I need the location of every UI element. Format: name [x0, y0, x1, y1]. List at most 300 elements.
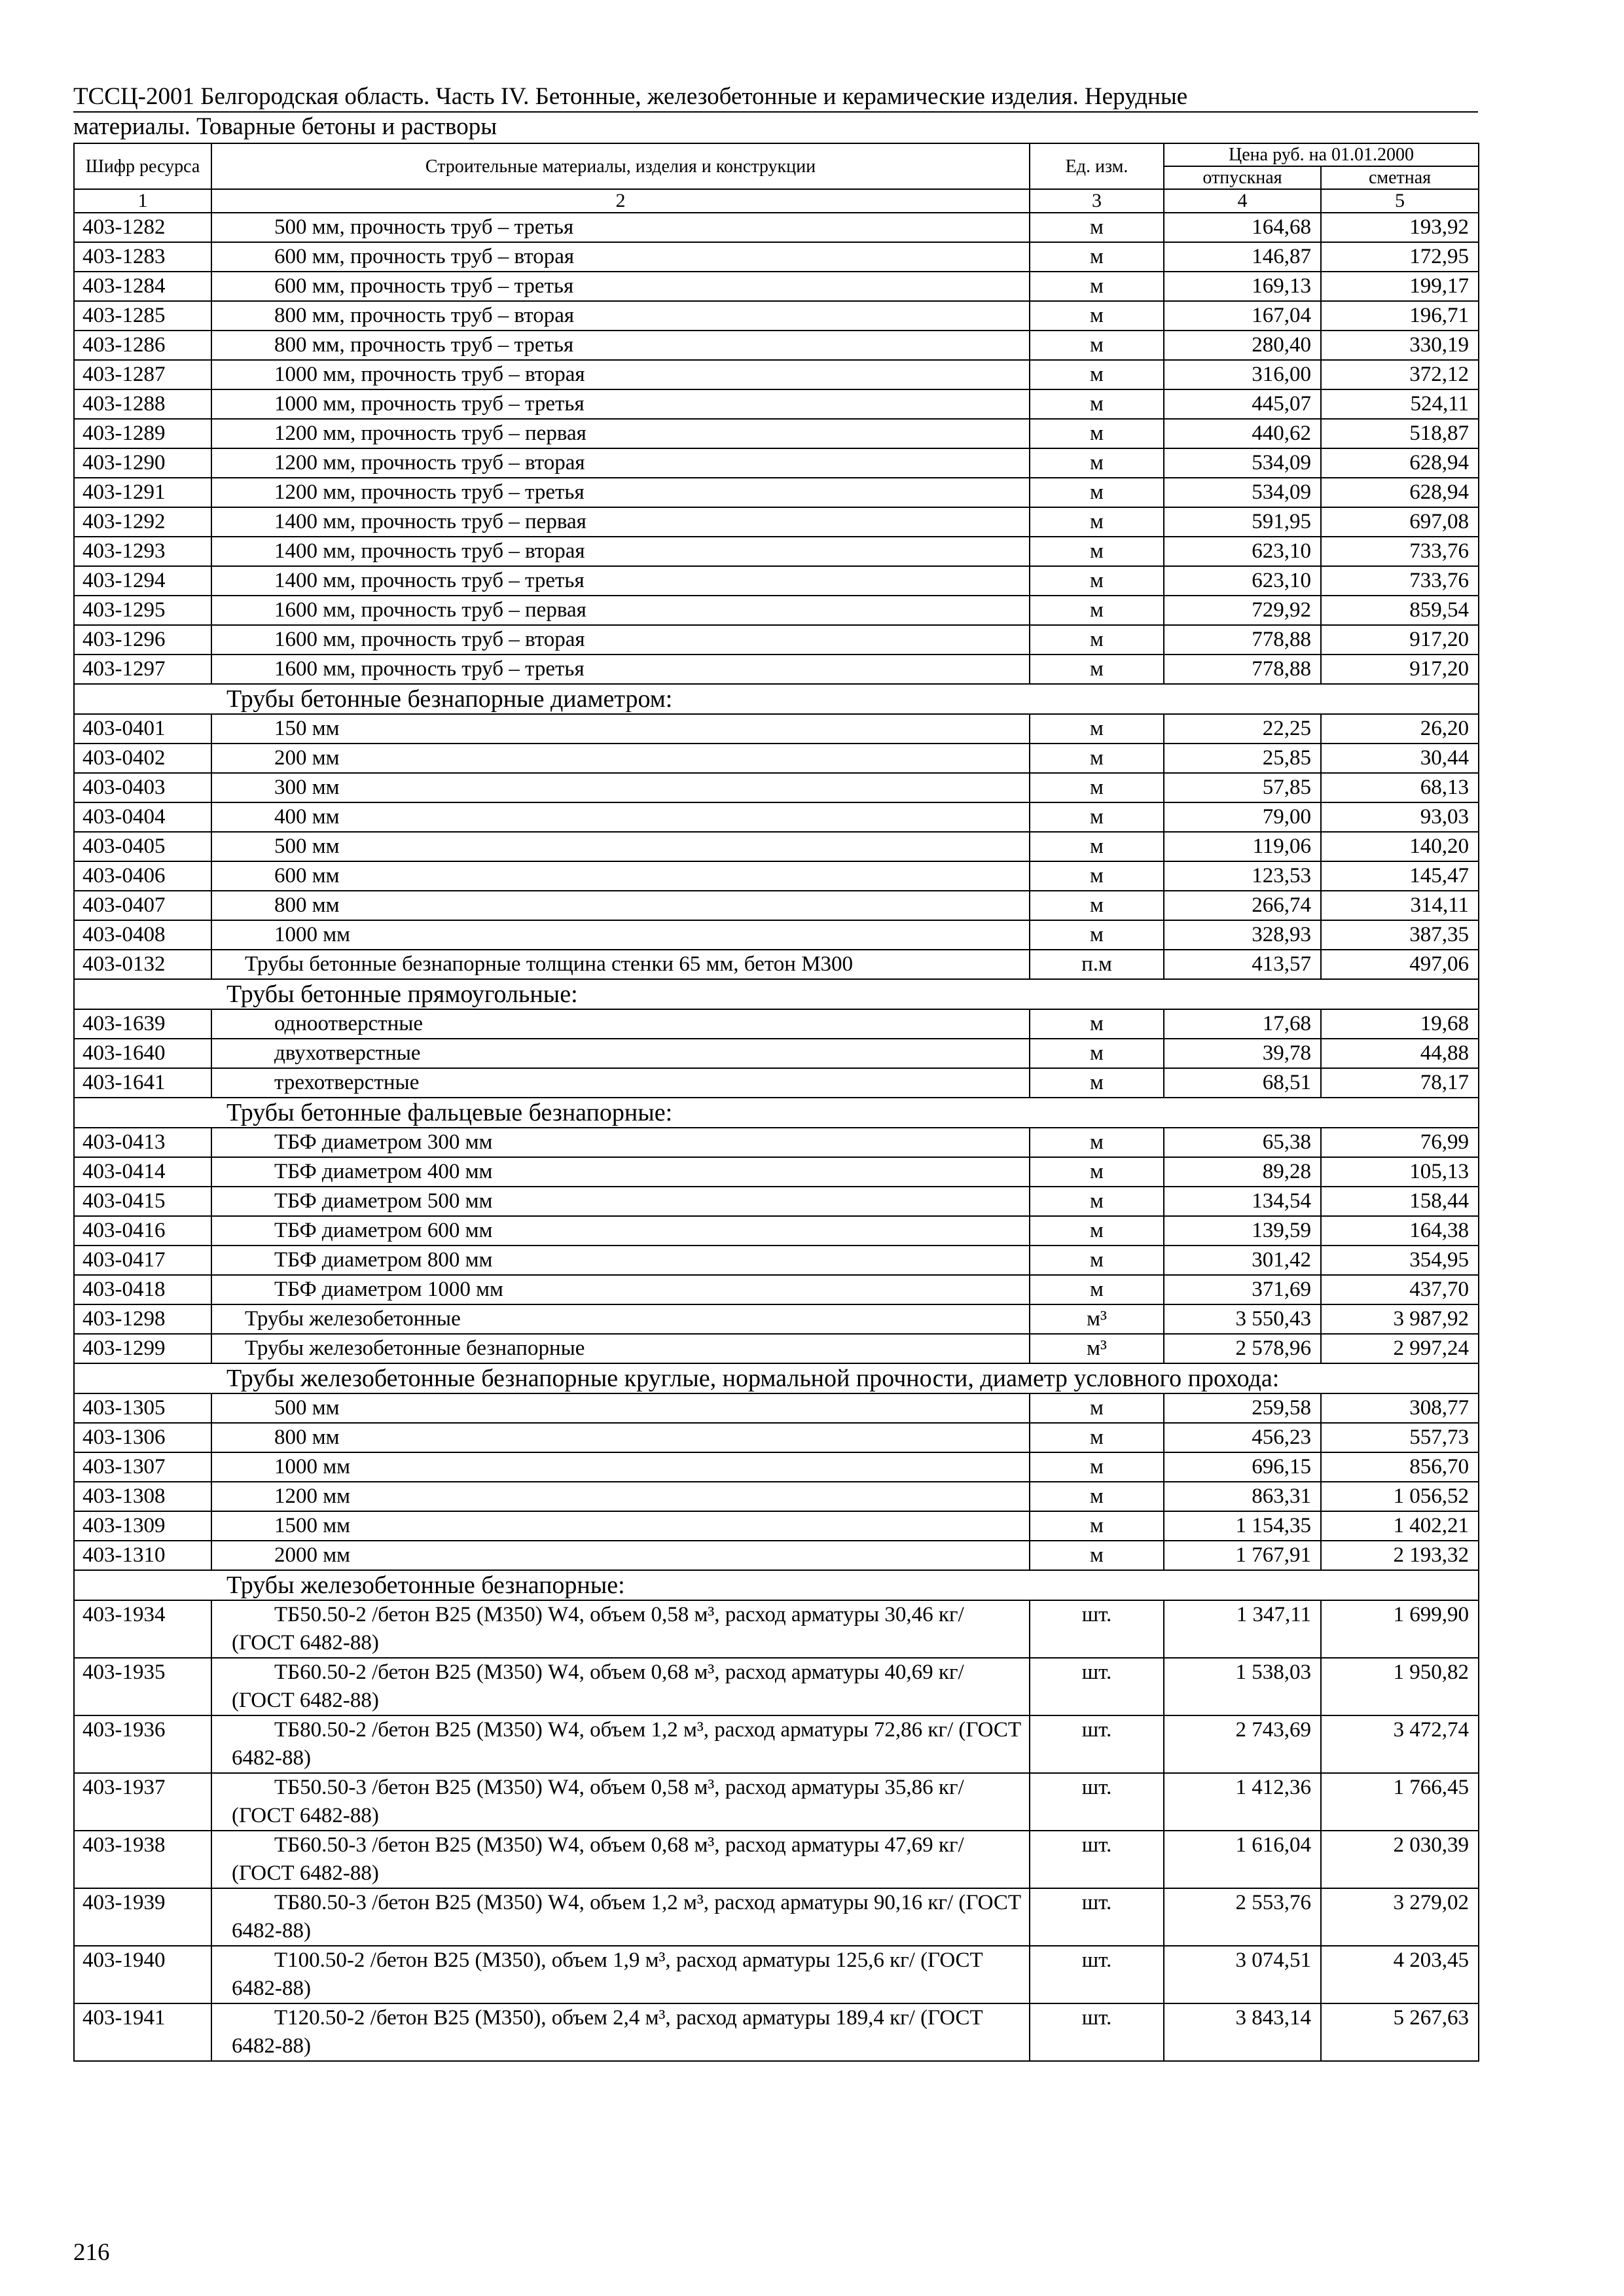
header-price: Цена руб. на 01.01.2000: [1164, 143, 1479, 166]
table-row: [74, 1393, 1479, 1423]
unit-of-measure: м: [1030, 655, 1164, 684]
estimate-price: 2 997,24: [1321, 1334, 1479, 1363]
section-heading-row: [74, 979, 1479, 1009]
table-row: [74, 242, 1479, 272]
release-price: 534,09: [1164, 478, 1321, 507]
resource-code: 403-0401: [74, 714, 211, 744]
estimate-price: 437,70: [1321, 1275, 1479, 1304]
table-row: [74, 1187, 1479, 1216]
table-row: [74, 1541, 1479, 1570]
unit-of-measure: м: [1030, 1128, 1164, 1157]
section-heading: Трубы железобетонные безнапорные круглые, нормальной прочности, диаметр условного прохода:: [74, 1363, 1479, 1393]
unit-of-measure: м: [1030, 1216, 1164, 1246]
section-heading: Трубы бетонные безнапорные диаметром:: [74, 684, 1479, 714]
estimate-price: 44,88: [1321, 1039, 1479, 1068]
column-number: 5: [1321, 189, 1479, 213]
material-name: 1600 мм, прочность труб – первая: [211, 596, 1030, 625]
table-row: [74, 1482, 1479, 1511]
release-price: 57,85: [1164, 773, 1321, 802]
unit-of-measure: м: [1030, 802, 1164, 832]
estimate-price: 193,92: [1321, 213, 1479, 242]
resource-code: 403-0415: [74, 1187, 211, 1216]
table-row: [74, 891, 1479, 920]
unit-of-measure: м: [1030, 773, 1164, 802]
table-row: [74, 1157, 1479, 1187]
unit-of-measure: шт.: [1030, 1773, 1164, 1831]
table-row: [74, 1039, 1479, 1068]
release-price: 280,40: [1164, 331, 1321, 360]
release-price: 445,07: [1164, 389, 1321, 419]
section-heading-row: [74, 1098, 1479, 1128]
table-row: [74, 272, 1479, 301]
resource-code: 403-1284: [74, 272, 211, 301]
unit-of-measure: м: [1030, 242, 1164, 272]
resource-code: 403-1307: [74, 1452, 211, 1482]
resource-code: 403-1287: [74, 360, 211, 389]
material-name: 1200 мм, прочность труб – первая: [211, 419, 1030, 448]
table-row: [74, 950, 1479, 979]
material-name: 1600 мм, прочность труб – вторая: [211, 625, 1030, 655]
resource-code: 403-1306: [74, 1423, 211, 1452]
table-row: [74, 861, 1479, 891]
resource-code: 403-1310: [74, 1541, 211, 1570]
resource-code: 403-1309: [74, 1511, 211, 1541]
resource-code: 403-1295: [74, 596, 211, 625]
table-row: [74, 1216, 1479, 1246]
table-row: [74, 1009, 1479, 1039]
resource-code: 403-0402: [74, 744, 211, 773]
material-name: ТБФ диаметром 1000 мм: [211, 1275, 1030, 1304]
material-name: ТБФ диаметром 800 мм: [211, 1246, 1030, 1275]
unit-of-measure: м: [1030, 891, 1164, 920]
resource-code: 403-0403: [74, 773, 211, 802]
material-name: 800 мм: [211, 891, 1030, 920]
table-row: [74, 507, 1479, 537]
table-row: [74, 1773, 1479, 1831]
release-price: 328,93: [1164, 920, 1321, 950]
resource-code: 403-1286: [74, 331, 211, 360]
estimate-price: 733,76: [1321, 566, 1479, 596]
unit-of-measure: м: [1030, 832, 1164, 861]
unit-of-measure: м: [1030, 714, 1164, 744]
table-row: [74, 773, 1479, 802]
unit-of-measure: шт.: [1030, 1946, 1164, 2003]
release-price: 89,28: [1164, 1157, 1321, 1187]
estimate-price: 196,71: [1321, 301, 1479, 331]
table-body: [74, 213, 1479, 2061]
resource-code: 403-0132: [74, 950, 211, 979]
material-name: 1000 мм, прочность труб – вторая: [211, 360, 1030, 389]
table-row: [74, 1068, 1479, 1098]
material-name: 300 мм: [211, 773, 1030, 802]
page-title-line-2: материалы. Товарные бетоны и растворы: [73, 113, 497, 140]
table-row: [74, 625, 1479, 655]
estimate-price: 859,54: [1321, 596, 1479, 625]
material-name: 2000 мм: [211, 1541, 1030, 1570]
material-name: 600 мм, прочность труб – третья: [211, 272, 1030, 301]
table-row: [74, 1246, 1479, 1275]
resource-code: 403-0404: [74, 802, 211, 832]
resource-code: 403-1288: [74, 389, 211, 419]
section-heading-row: [74, 1363, 1479, 1393]
release-price: 413,57: [1164, 950, 1321, 979]
table-row: [74, 1831, 1479, 1888]
resource-code: 403-1291: [74, 478, 211, 507]
estimate-price: 497,06: [1321, 950, 1479, 979]
estimate-price: 19,68: [1321, 1009, 1479, 1039]
material-name: 1400 мм, прочность труб – третья: [211, 566, 1030, 596]
table-row: [74, 419, 1479, 448]
release-price: 1 616,04: [1164, 1831, 1321, 1888]
resource-code: 403-1292: [74, 507, 211, 537]
unit-of-measure: шт.: [1030, 1831, 1164, 1888]
release-price: 2 743,69: [1164, 1715, 1321, 1773]
release-price: 729,92: [1164, 596, 1321, 625]
resource-code: 403-1299: [74, 1334, 211, 1363]
release-price: 1 412,36: [1164, 1773, 1321, 1831]
estimate-price: 199,17: [1321, 272, 1479, 301]
release-price: 1 347,11: [1164, 1600, 1321, 1658]
table-row: [74, 1715, 1479, 1773]
estimate-price: 158,44: [1321, 1187, 1479, 1216]
resource-code: 403-1941: [74, 2003, 211, 2061]
column-number-row: [74, 189, 1479, 213]
release-price: 371,69: [1164, 1275, 1321, 1304]
column-number: 1: [74, 189, 211, 213]
estimate-price: 1 950,82: [1321, 1658, 1479, 1715]
estimate-price: 314,11: [1321, 891, 1479, 920]
table-row: [74, 832, 1479, 861]
table-row: [74, 478, 1479, 507]
unit-of-measure: м: [1030, 360, 1164, 389]
unit-of-measure: м: [1030, 301, 1164, 331]
estimate-price: 1 699,90: [1321, 1600, 1479, 1658]
material-name: 1200 мм: [211, 1482, 1030, 1511]
estimate-price: 105,13: [1321, 1157, 1479, 1187]
resource-code: 403-0405: [74, 832, 211, 861]
section-heading: Трубы бетонные прямоугольные:: [74, 979, 1479, 1009]
estimate-price: 3 987,92: [1321, 1304, 1479, 1334]
release-price: 1 538,03: [1164, 1658, 1321, 1715]
unit-of-measure: м: [1030, 1157, 1164, 1187]
estimate-price: 917,20: [1321, 655, 1479, 684]
estimate-price: 733,76: [1321, 537, 1479, 566]
table-row: [74, 1658, 1479, 1715]
table-row: [74, 1511, 1479, 1541]
release-price: 167,04: [1164, 301, 1321, 331]
release-price: 39,78: [1164, 1039, 1321, 1068]
unit-of-measure: м: [1030, 448, 1164, 478]
resource-code: 403-1283: [74, 242, 211, 272]
unit-of-measure: м: [1030, 537, 1164, 566]
material-name: 1500 мм: [211, 1511, 1030, 1541]
estimate-price: 1 402,21: [1321, 1511, 1479, 1541]
header-code: Шифр ресурса: [74, 143, 211, 189]
estimate-price: 26,20: [1321, 714, 1479, 744]
release-price: 25,85: [1164, 744, 1321, 773]
table-row: [74, 744, 1479, 773]
material-name: 1400 мм, прочность труб – вторая: [211, 537, 1030, 566]
page-title-line-1: ТССЦ-2001 Белгородская область. Часть IV. Бетонные, железобетонные и керамические изделия. Нерудные: [73, 82, 1478, 113]
material-name: ТБФ диаметром 500 мм: [211, 1187, 1030, 1216]
table-row: [74, 1600, 1479, 1658]
material-name: ТБ80.50-2 /бетон В25 (М350) W4, объем 1,2 м³, расход арматуры 72,86 кг/ (ГОСТ 6482-88): [211, 1715, 1030, 1773]
estimate-price: 308,77: [1321, 1393, 1479, 1423]
table-row: [74, 1888, 1479, 1946]
release-price: 79,00: [1164, 802, 1321, 832]
release-price: 68,51: [1164, 1068, 1321, 1098]
resource-code: 403-0417: [74, 1246, 211, 1275]
unit-of-measure: м: [1030, 1541, 1164, 1570]
table-row: [74, 1275, 1479, 1304]
column-number: 3: [1030, 189, 1164, 213]
unit-of-measure: м³: [1030, 1304, 1164, 1334]
material-name: 1000 мм: [211, 920, 1030, 950]
unit-of-measure: м: [1030, 213, 1164, 242]
release-price: 65,38: [1164, 1128, 1321, 1157]
material-name: 1600 мм, прочность труб – третья: [211, 655, 1030, 684]
unit-of-measure: м: [1030, 861, 1164, 891]
resource-code: 403-1285: [74, 301, 211, 331]
estimate-price: 93,03: [1321, 802, 1479, 832]
page-number: 216: [73, 2239, 110, 2266]
unit-of-measure: м: [1030, 272, 1164, 301]
resource-code: 403-1297: [74, 655, 211, 684]
resource-code: 403-1935: [74, 1658, 211, 1715]
material-name: трехотверстные: [211, 1068, 1030, 1098]
release-price: 146,87: [1164, 242, 1321, 272]
release-price: 696,15: [1164, 1452, 1321, 1482]
material-name: 150 мм: [211, 714, 1030, 744]
release-price: 3 074,51: [1164, 1946, 1321, 2003]
estimate-price: 76,99: [1321, 1128, 1479, 1157]
resource-code: 403-1305: [74, 1393, 211, 1423]
resource-code: 403-1940: [74, 1946, 211, 2003]
resource-code: 403-0413: [74, 1128, 211, 1157]
table-row: [74, 537, 1479, 566]
resource-code: 403-1937: [74, 1773, 211, 1831]
unit-of-measure: м: [1030, 1511, 1164, 1541]
material-name: ТБ50.50-2 /бетон В25 (М350) W4, объем 0,58 м³, расход арматуры 30,46 кг/ (ГОСТ 6482-88): [211, 1600, 1030, 1658]
estimate-price: 1 056,52: [1321, 1482, 1479, 1511]
resource-code: 403-0414: [74, 1157, 211, 1187]
material-name: Трубы бетонные безнапорные толщина стенки 65 мм, бетон М300: [211, 950, 1030, 979]
release-price: 3 843,14: [1164, 2003, 1321, 2061]
resource-code: 403-1938: [74, 1831, 211, 1888]
release-price: 591,95: [1164, 507, 1321, 537]
resource-code: 403-1640: [74, 1039, 211, 1068]
release-price: 22,25: [1164, 714, 1321, 744]
material-name: Т100.50-2 /бетон В25 (М350), объем 1,9 м³, расход арматуры 125,6 кг/ (ГОСТ 6482-88): [211, 1946, 1030, 2003]
release-price: 139,59: [1164, 1216, 1321, 1246]
material-name: 500 мм: [211, 832, 1030, 861]
release-price: 3 550,43: [1164, 1304, 1321, 1334]
estimate-price: 2 030,39: [1321, 1831, 1479, 1888]
resource-code: 403-1308: [74, 1482, 211, 1511]
unit-of-measure: м: [1030, 1275, 1164, 1304]
release-price: 456,23: [1164, 1423, 1321, 1452]
table-row: [74, 1452, 1479, 1482]
table-row: [74, 920, 1479, 950]
header-estimate-price: сметная: [1321, 166, 1479, 189]
resource-code: 403-1282: [74, 213, 211, 242]
table-row: [74, 331, 1479, 360]
unit-of-measure: шт.: [1030, 1658, 1164, 1715]
material-name: ТБ50.50-3 /бетон В25 (М350) W4, объем 0,58 м³, расход арматуры 35,86 кг/ (ГОСТ 6482-88): [211, 1773, 1030, 1831]
resource-code: 403-1934: [74, 1600, 211, 1658]
material-name: ТБФ диаметром 600 мм: [211, 1216, 1030, 1246]
resource-code: 403-1641: [74, 1068, 211, 1098]
release-price: 123,53: [1164, 861, 1321, 891]
column-number: 4: [1164, 189, 1321, 213]
unit-of-measure: п.м: [1030, 950, 1164, 979]
material-name: ТБ60.50-3 /бетон В25 (М350) W4, объем 0,68 м³, расход арматуры 47,69 кг/ (ГОСТ 6482-88): [211, 1831, 1030, 1888]
estimate-price: 5 267,63: [1321, 2003, 1479, 2061]
release-price: 266,74: [1164, 891, 1321, 920]
table-row: [74, 596, 1479, 625]
resource-code: 403-0406: [74, 861, 211, 891]
table-row: [74, 1304, 1479, 1334]
estimate-price: 518,87: [1321, 419, 1479, 448]
material-name: 800 мм, прочность труб – вторая: [211, 301, 1030, 331]
material-name: ТБ80.50-3 /бетон В25 (М350) W4, объем 1,2 м³, расход арматуры 90,16 кг/ (ГОСТ 6482-88): [211, 1888, 1030, 1946]
unit-of-measure: шт.: [1030, 1715, 1164, 1773]
estimate-price: 3 279,02: [1321, 1888, 1479, 1946]
estimate-price: 330,19: [1321, 331, 1479, 360]
section-heading-row: [74, 684, 1479, 714]
unit-of-measure: м: [1030, 625, 1164, 655]
unit-of-measure: м: [1030, 478, 1164, 507]
unit-of-measure: м: [1030, 1482, 1164, 1511]
release-price: 301,42: [1164, 1246, 1321, 1275]
table-row: [74, 802, 1479, 832]
unit-of-measure: м: [1030, 1009, 1164, 1039]
release-price: 2 553,76: [1164, 1888, 1321, 1946]
estimate-price: 1 766,45: [1321, 1773, 1479, 1831]
release-price: 623,10: [1164, 566, 1321, 596]
unit-of-measure: м: [1030, 1187, 1164, 1216]
resource-code: 403-0418: [74, 1275, 211, 1304]
estimate-price: 628,94: [1321, 448, 1479, 478]
release-price: 440,62: [1164, 419, 1321, 448]
table-row: [74, 1423, 1479, 1452]
table-row: [74, 655, 1479, 684]
unit-of-measure: м: [1030, 744, 1164, 773]
material-name: 500 мм: [211, 1393, 1030, 1423]
release-price: 1 767,91: [1164, 1541, 1321, 1570]
material-name: одноотверстные: [211, 1009, 1030, 1039]
resource-code: 403-1289: [74, 419, 211, 448]
unit-of-measure: м: [1030, 1246, 1164, 1275]
release-price: 534,09: [1164, 448, 1321, 478]
unit-of-measure: м³: [1030, 1334, 1164, 1363]
estimate-price: 172,95: [1321, 242, 1479, 272]
table-row: [74, 448, 1479, 478]
material-name: 1000 мм, прочность труб – третья: [211, 389, 1030, 419]
material-name: двухотверстные: [211, 1039, 1030, 1068]
estimate-price: 697,08: [1321, 507, 1479, 537]
resource-code: 403-0408: [74, 920, 211, 950]
resource-code: 403-1939: [74, 1888, 211, 1946]
release-price: 623,10: [1164, 537, 1321, 566]
unit-of-measure: м: [1030, 1039, 1164, 1068]
unit-of-measure: шт.: [1030, 1600, 1164, 1658]
material-name: 1400 мм, прочность труб – первая: [211, 507, 1030, 537]
release-price: 778,88: [1164, 655, 1321, 684]
unit-of-measure: м: [1030, 566, 1164, 596]
release-price: 863,31: [1164, 1482, 1321, 1511]
unit-of-measure: м: [1030, 1423, 1164, 1452]
section-heading: Трубы бетонные фальцевые безнапорные:: [74, 1098, 1479, 1128]
resource-code: 403-1936: [74, 1715, 211, 1773]
material-name: ТБ60.50-2 /бетон В25 (М350) W4, объем 0,68 м³, расход арматуры 40,69 кг/ (ГОСТ 6482-88): [211, 1658, 1030, 1715]
estimate-price: 917,20: [1321, 625, 1479, 655]
estimate-price: 145,47: [1321, 861, 1479, 891]
material-name: 500 мм, прочность труб – третья: [211, 213, 1030, 242]
resource-code: 403-1296: [74, 625, 211, 655]
table-row: [74, 389, 1479, 419]
material-name: 400 мм: [211, 802, 1030, 832]
resource-code: 403-1639: [74, 1009, 211, 1039]
estimate-price: 557,73: [1321, 1423, 1479, 1452]
estimate-price: 856,70: [1321, 1452, 1479, 1482]
release-price: 164,68: [1164, 213, 1321, 242]
estimate-price: 387,35: [1321, 920, 1479, 950]
resource-code: 403-1294: [74, 566, 211, 596]
estimate-price: 30,44: [1321, 744, 1479, 773]
table-row: [74, 213, 1479, 242]
resource-code: 403-1290: [74, 448, 211, 478]
unit-of-measure: м: [1030, 1393, 1164, 1423]
estimate-price: 4 203,45: [1321, 1946, 1479, 2003]
release-price: 169,13: [1164, 272, 1321, 301]
price-table: [73, 143, 1479, 2062]
header-name: Строительные материалы, изделия и конструкции: [211, 143, 1030, 189]
material-name: ТБФ диаметром 300 мм: [211, 1128, 1030, 1157]
release-price: 119,06: [1164, 832, 1321, 861]
material-name: 1000 мм: [211, 1452, 1030, 1482]
material-name: 600 мм, прочность труб – вторая: [211, 242, 1030, 272]
material-name: 800 мм, прочность труб – третья: [211, 331, 1030, 360]
header-release-price: отпускная: [1164, 166, 1321, 189]
section-heading-row: [74, 1570, 1479, 1600]
table-row: [74, 1334, 1479, 1363]
table-row: [74, 301, 1479, 331]
unit-of-measure: м: [1030, 419, 1164, 448]
resource-code: 403-1293: [74, 537, 211, 566]
unit-of-measure: шт.: [1030, 2003, 1164, 2061]
header-unit: Ед. изм.: [1030, 143, 1164, 189]
estimate-price: 78,17: [1321, 1068, 1479, 1098]
table-row: [74, 360, 1479, 389]
resource-code: 403-0416: [74, 1216, 211, 1246]
material-name: 1200 мм, прочность труб – вторая: [211, 448, 1030, 478]
release-price: 1 154,35: [1164, 1511, 1321, 1541]
material-name: 1200 мм, прочность труб – третья: [211, 478, 1030, 507]
material-name: 200 мм: [211, 744, 1030, 773]
column-number: 2: [211, 189, 1030, 213]
material-name: Трубы железобетонные: [211, 1304, 1030, 1334]
release-price: 316,00: [1164, 360, 1321, 389]
estimate-price: 68,13: [1321, 773, 1479, 802]
estimate-price: 372,12: [1321, 360, 1479, 389]
release-price: 134,54: [1164, 1187, 1321, 1216]
section-heading: Трубы железобетонные безнапорные:: [74, 1570, 1479, 1600]
material-name: Т120.50-2 /бетон В25 (М350), объем 2,4 м³, расход арматуры 189,4 кг/ (ГОСТ 6482-88): [211, 2003, 1030, 2061]
material-name: 800 мм: [211, 1423, 1030, 1452]
material-name: ТБФ диаметром 400 мм: [211, 1157, 1030, 1187]
unit-of-measure: шт.: [1030, 1888, 1164, 1946]
